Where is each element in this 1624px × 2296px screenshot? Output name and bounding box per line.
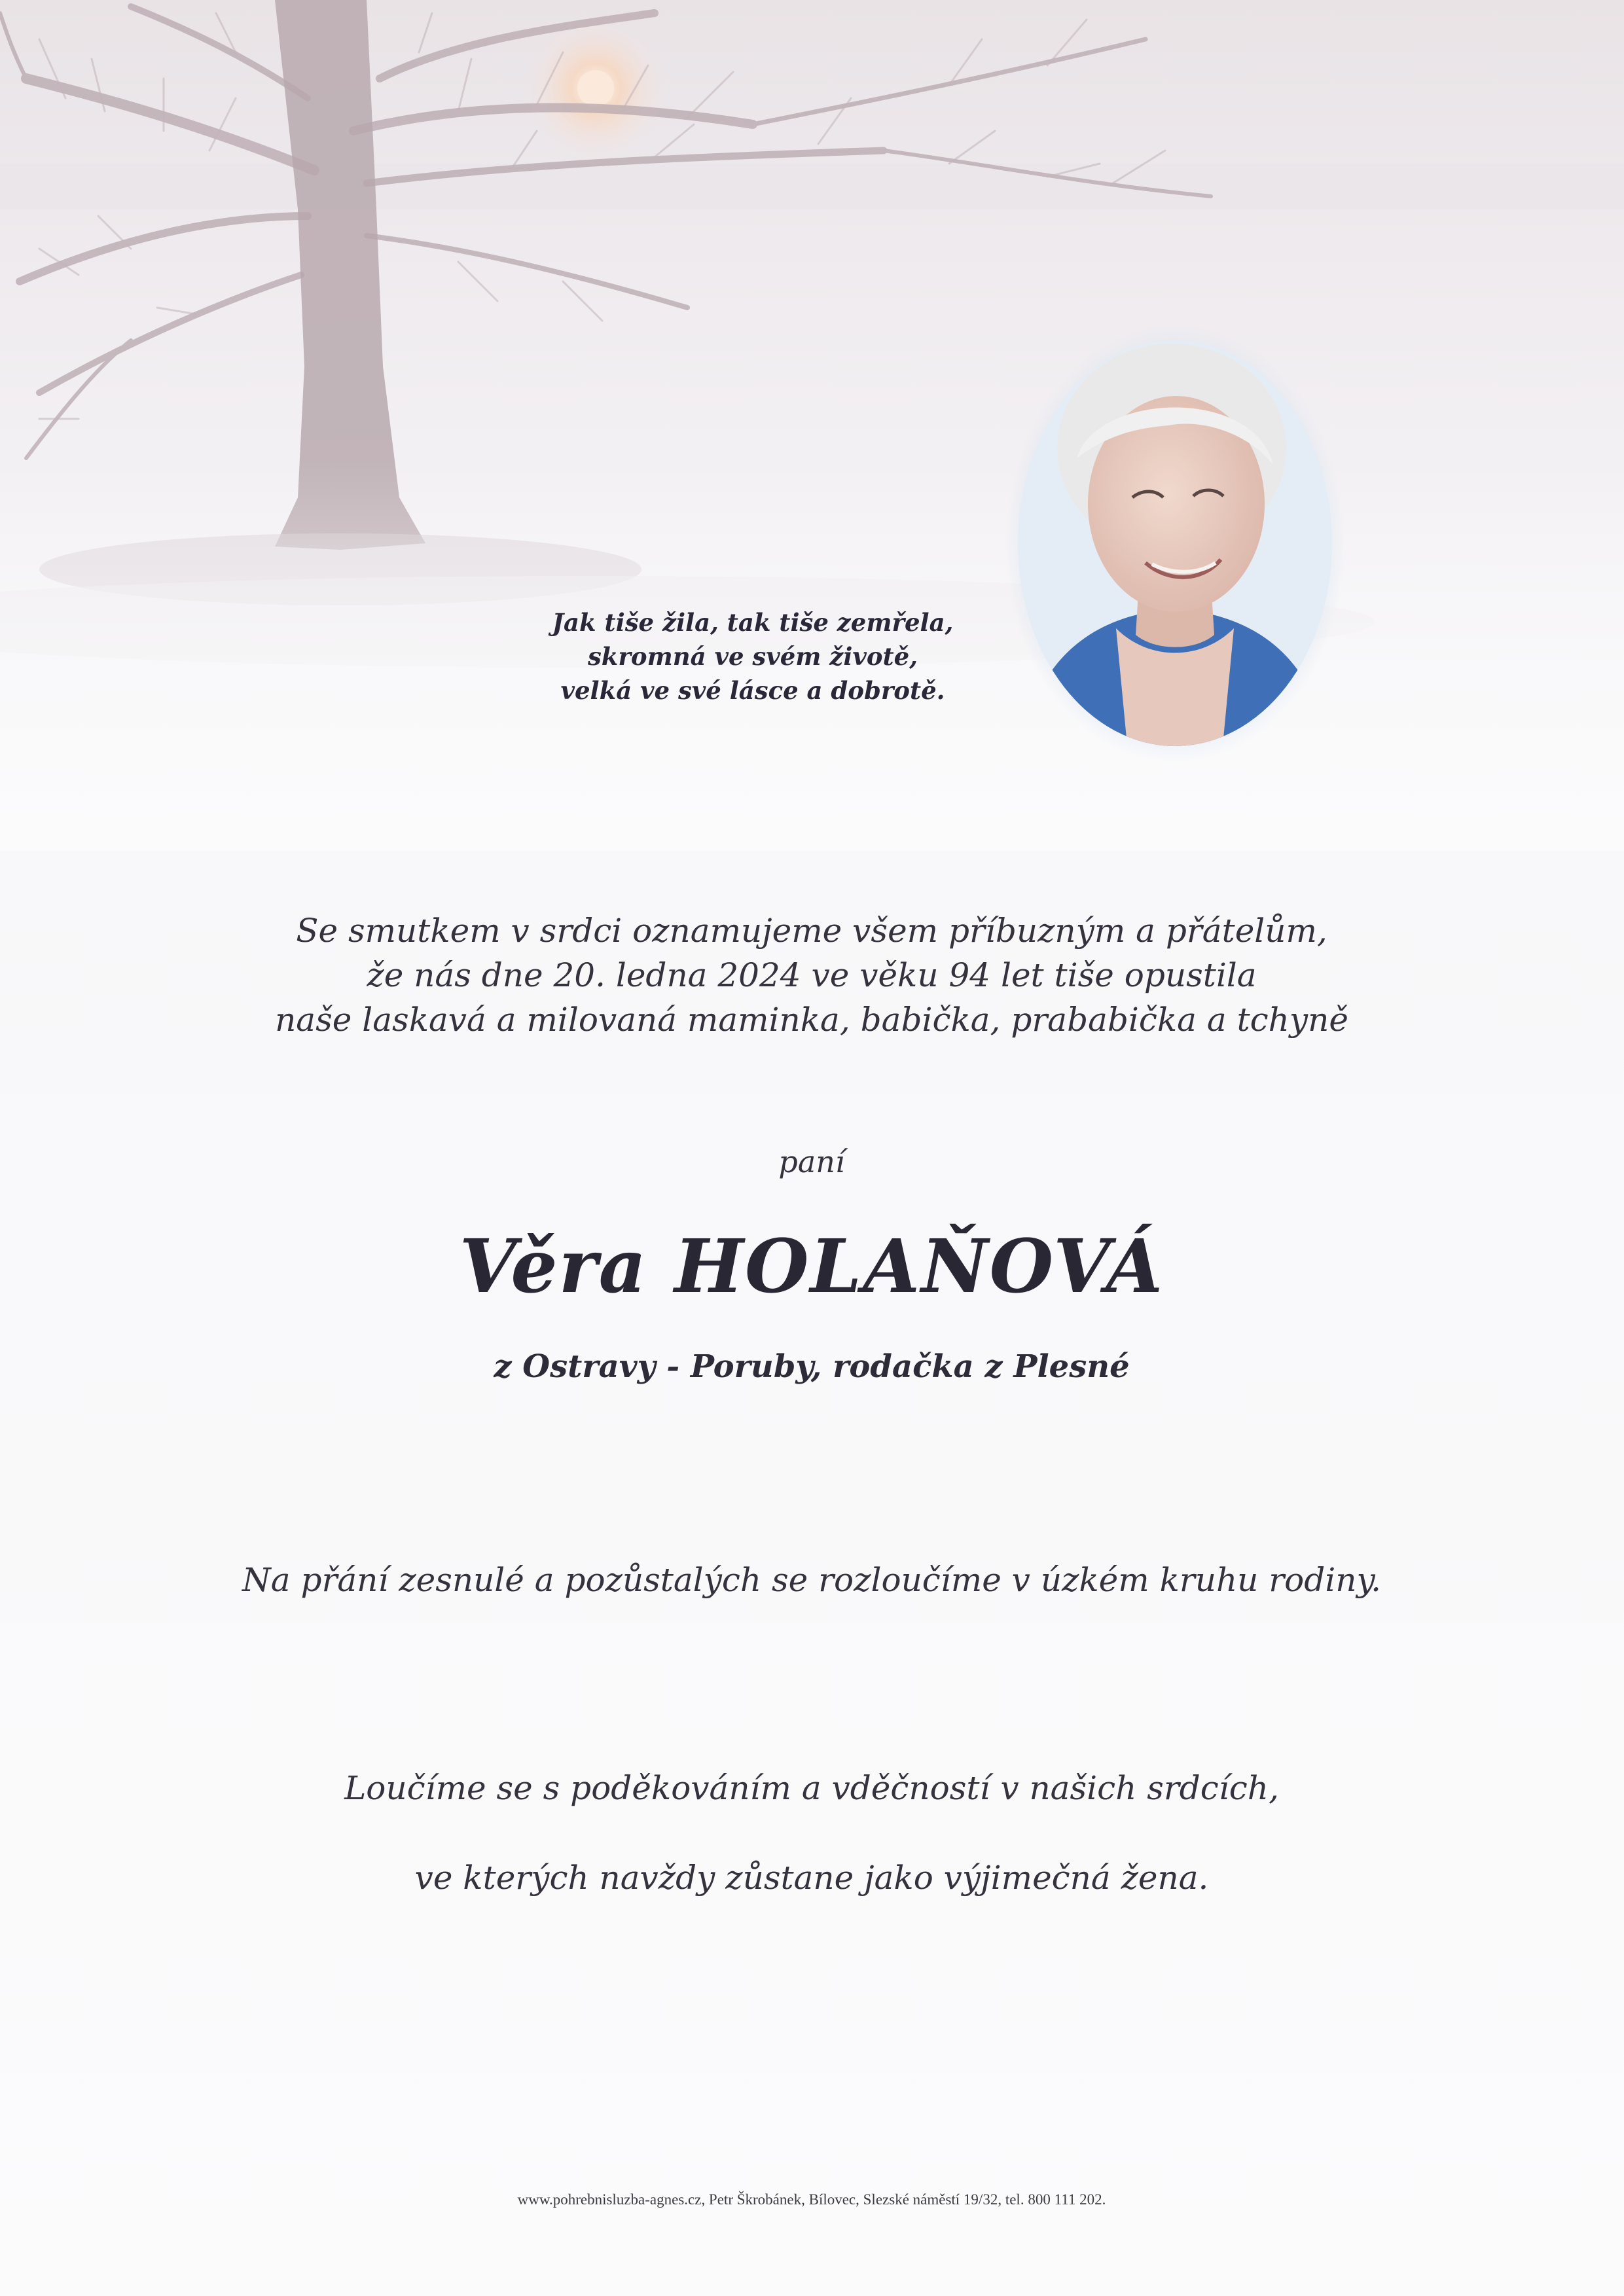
portrait-photo — [1005, 321, 1345, 766]
quote-line-2: skromná ve svém životě, — [587, 642, 918, 671]
announcement-line-3: naše laskavá a milovaná maminka, babička, prababička a tchyně — [275, 1001, 1348, 1039]
death-announcement — [157, 908, 1466, 1042]
announcement-line-2: že nás dne 20. ledna 2024 ve věku 94 let tiše opustila — [367, 956, 1257, 994]
quote-line-3: velká ve své lásce a dobrotě. — [560, 676, 945, 705]
quote-line-1: Jak tiše žila, tak tiše zemřela, — [552, 608, 954, 637]
honorific: paní — [778, 1144, 845, 1179]
farewell-notice: Na přání zesnulé a pozůstalých se rozloučíme v úzkém kruhu rodiny. — [242, 1561, 1381, 1599]
deceased-origin: z Ostravy - Poruby, rodačka z Plesné — [494, 1348, 1130, 1385]
announcement-line-1: Se smutkem v srdci oznamujeme všem příbuzným a přátelům, — [296, 912, 1327, 950]
memorial-quote — [458, 605, 1047, 708]
thanks-line-2: ve kterých navždy zůstane jako výjimečná žena. — [414, 1859, 1209, 1897]
thanks-line-1: Loučíme se s poděkováním a vděčností v našich srdcích, — [344, 1769, 1279, 1807]
funeral-service-footer: www.pohrebnisluzba-agnes.cz, Petr Škrobánek, Bílovec, Slezské náměstí 19/32, tel. 800 111 202. — [517, 2191, 1106, 2208]
deceased-name: Věra HOLAŇOVÁ — [459, 1224, 1164, 1310]
